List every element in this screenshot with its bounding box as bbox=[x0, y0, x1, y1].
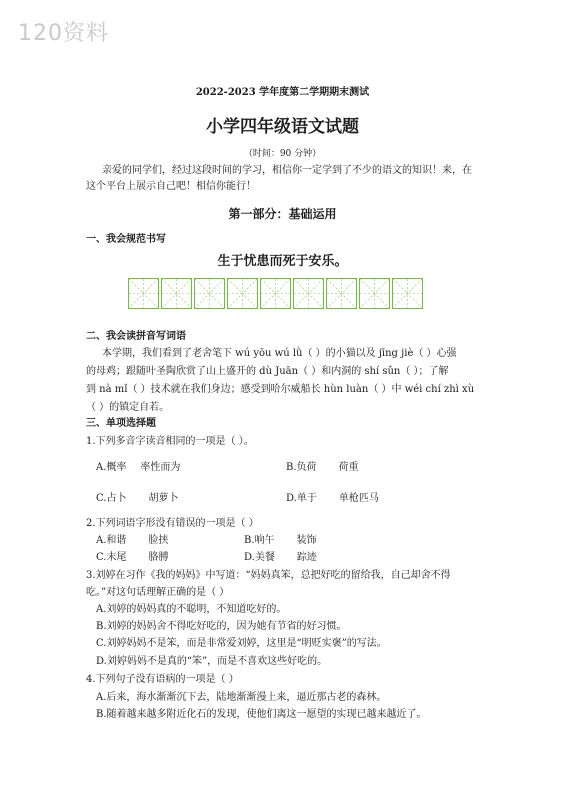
q2-option-a[interactable]: A.和谐 脸挟 bbox=[96, 535, 169, 546]
section-one-heading: 一、我会规范书写 bbox=[86, 234, 166, 245]
writing-grid-cell[interactable] bbox=[392, 278, 423, 309]
question-2-stem: 2.下列词语字形没有错误的一项是（ ） bbox=[86, 518, 259, 529]
q4-option-b[interactable]: B.随着越来越多附近化石的发现，使他们离这一愿望的实现已越来越近了。 bbox=[96, 709, 427, 720]
question-3-stem-line-2: 吃。”对这句话理解正确的是（ ） bbox=[86, 587, 230, 598]
q1-option-d[interactable]: D.单于 单枪匹马 bbox=[286, 493, 379, 504]
q2-option-d[interactable]: D.美餐 踪迹 bbox=[244, 552, 317, 563]
writing-grid-cell[interactable] bbox=[260, 278, 291, 309]
q3-option-a[interactable]: A.刘婷的妈妈真的不聪明，不知道吃好的。 bbox=[96, 604, 287, 615]
pinyin-line-2: 的母鸡；跟随叶圣陶欣赏了山上盛开的 dù Juān（ ）和内洞的 shí sǔn（ ）；了解 bbox=[86, 366, 449, 377]
writing-grid-cell[interactable] bbox=[326, 278, 357, 309]
q1-option-b[interactable]: B.负荷 荷重 bbox=[286, 462, 359, 473]
calligraphy-sentence: 生于忧患而死于安乐。 bbox=[217, 254, 348, 269]
writing-grid-cell[interactable] bbox=[359, 278, 390, 309]
writing-grid-cell[interactable] bbox=[227, 278, 258, 309]
writing-grid-cell[interactable] bbox=[194, 278, 225, 309]
exam-year-title: 2022-2023 学年度第二学期期末测试 bbox=[195, 87, 370, 98]
q3-option-d[interactable]: D.刘婷妈妈不是真的“笨”，而是不喜欢这些好吃的。 bbox=[96, 656, 328, 667]
intro-line-1: 亲爱的同学们，经过这段时间的学习，相信你一定学到了不少的语文的知识！来，在 bbox=[102, 165, 472, 176]
exam-main-title: 小学四年级语文试题 bbox=[206, 117, 359, 137]
part-one-title: 第一部分：基础运用 bbox=[228, 207, 337, 221]
pinyin-line-4: （ ）的镇定自若。 bbox=[86, 402, 170, 413]
question-3-stem-line-1: 3.刘婷在习作《我的妈妈》中写道：“妈妈真笨，总把好吃的留给我，自己却舍不得 bbox=[86, 570, 451, 581]
q2-option-c[interactable]: C.末尾 胳膊 bbox=[96, 552, 169, 563]
time-note: （时间：90 分钟） bbox=[243, 149, 322, 159]
intro-line-2: 这个平台上展示自己吧！相信你能行！ bbox=[86, 181, 256, 192]
pinyin-line-3: 到 nà mǐ（ ）技术就在我们身边；感受到哈尔威船长 hùn luàn（ ）中 wéi chí zhì xù bbox=[86, 384, 475, 395]
watermark: 120资料 bbox=[18, 21, 109, 46]
q1-option-c[interactable]: C.占卜 胡萝卜 bbox=[96, 493, 179, 504]
question-1-stem: 1.下列多音字读音相同的一项是（ ）。 bbox=[86, 436, 254, 447]
section-three-heading: 三、单项选择题 bbox=[86, 418, 156, 429]
question-4-stem: 4.下列句子没有语病的一项是（ ） bbox=[86, 674, 239, 685]
pinyin-line-1: 本学期，我们看到了老舍笔下 wú yōu wú lǜ（ ）的小猫以及 jīng jiè（ ）心强 bbox=[102, 348, 457, 359]
q1-option-a[interactable]: A.概率 率性而为 bbox=[96, 462, 181, 473]
q4-option-a[interactable]: A.后来，海水渐渐沉下去，陆地渐渐漫上来，逼近那古老的森林。 bbox=[96, 692, 387, 703]
q3-option-c[interactable]: C.刘婷妈妈不是笨，而是非常爱刘婷，这里是“明贬实褒”的写法。 bbox=[96, 638, 387, 649]
q2-option-b[interactable]: B.响午 装饰 bbox=[244, 535, 317, 546]
q3-option-b[interactable]: B.刘婷的妈妈舍不得吃好吃的，因为她有节省的好习惯。 bbox=[96, 621, 347, 632]
writing-grid bbox=[128, 278, 423, 309]
writing-grid-cell[interactable] bbox=[293, 278, 324, 309]
writing-grid-cell[interactable] bbox=[128, 278, 159, 309]
writing-grid-cell[interactable] bbox=[161, 278, 192, 309]
section-two-heading: 二、我会读拼音写词语 bbox=[86, 331, 186, 342]
